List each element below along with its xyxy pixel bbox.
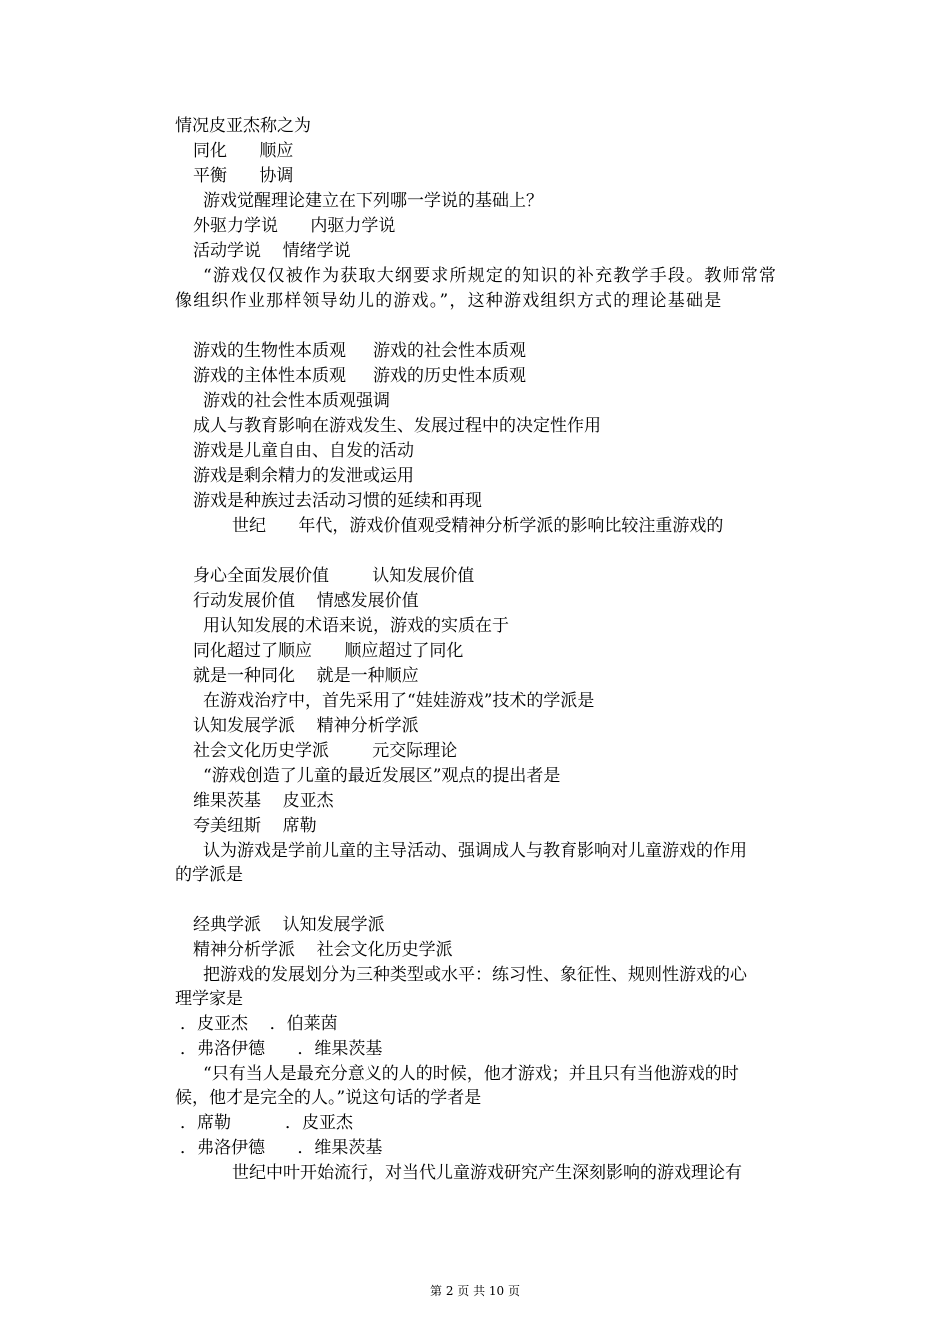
text-line: “只有当人是最充分意义的人的时候，他才游戏；并且只有当他游戏的时	[203, 1064, 739, 1084]
text-line: 游戏是剩余精力的发泄或运用	[193, 466, 414, 486]
text-line: “游戏创造了儿童的最近发展区”观点的提出者是	[203, 766, 561, 786]
text-line: 维果茨基 皮亚杰	[193, 791, 334, 811]
text-line: 的学派是	[175, 865, 243, 885]
text-line: 游戏的生物性本质观 游戏的社会性本质观	[193, 341, 527, 361]
text-line: 同化 顺应	[193, 141, 294, 161]
text-line: 世纪 年代，游戏价值观受精神分析学派的影响比较注重游戏的	[232, 516, 724, 536]
text-line: 外驱力学说 内驱力学说	[193, 216, 396, 236]
text-line: 情况皮亚杰称之为	[175, 116, 311, 136]
text-line: 游戏觉醒理论建立在下列哪一学说的基础上？	[203, 191, 543, 211]
text-line: ．弗洛伊德 ．维果茨基	[180, 1039, 383, 1059]
text-line: 平衡 协调	[193, 166, 294, 186]
text-line: 用认知发展的术语来说，游戏的实质在于	[203, 616, 509, 636]
text-line: 游戏是儿童自由、自发的活动	[193, 441, 414, 461]
text-line: ．弗洛伊德 ．维果茨基	[180, 1138, 383, 1158]
page-number-footer: 第 2 页 共 10 页	[430, 1284, 520, 1298]
text-line: 游戏是种族过去活动习惯的延续和再现	[193, 491, 482, 511]
text-line: 理学家是	[175, 989, 243, 1009]
text-line: 同化超过了顺应 顺应超过了同化	[193, 641, 464, 661]
text-line: “游戏仅仅被作为获取大纲要求所规定的知识的补充教学手段。教师常常	[203, 266, 778, 286]
text-line: 成人与教育影响在游戏发生、发展过程中的决定性作用	[193, 416, 601, 436]
text-line: 像组织作业那样领导幼儿的游戏。”，这种游戏组织方式的理论基础是	[175, 291, 723, 311]
text-line: 活动学说 情绪学说	[193, 241, 351, 261]
text-line: 把游戏的发展划分为三种类型或水平：练习性、象征性、规则性游戏的心	[203, 965, 747, 985]
text-line: 社会文化历史学派 元交际理论	[193, 741, 458, 761]
text-line: 世纪中叶开始流行，对当代儿童游戏研究产生深刻影响的游戏理论有	[232, 1163, 742, 1183]
text-line: ．皮亚杰 ．伯莱茵	[180, 1014, 338, 1034]
text-line: 行动发展价值 情感发展价值	[193, 591, 419, 611]
text-line: 就是一种同化 就是一种顺应	[193, 666, 419, 686]
text-line: 夸美纽斯 席勒	[193, 816, 317, 836]
text-line: 游戏的社会性本质观强调	[203, 391, 390, 411]
text-line: 认知发展学派 精神分析学派	[193, 716, 419, 736]
text-line: 在游戏治疗中，首先采用了“娃娃游戏”技术的学派是	[203, 691, 595, 711]
text-line: ．席勒 ．皮亚杰	[180, 1113, 354, 1133]
text-line: 精神分析学派 社会文化历史学派	[193, 940, 453, 960]
text-line: 经典学派 认知发展学派	[193, 915, 385, 935]
text-line: 身心全面发展价值 认知发展价值	[193, 566, 475, 586]
text-line: 游戏的主体性本质观 游戏的历史性本质观	[193, 366, 527, 386]
text-line: 认为游戏是学前儿童的主导活动、强调成人与教育影响对儿童游戏的作用	[203, 841, 747, 861]
text-line: 候，他才是完全的人。”说这句话的学者是	[175, 1088, 482, 1108]
